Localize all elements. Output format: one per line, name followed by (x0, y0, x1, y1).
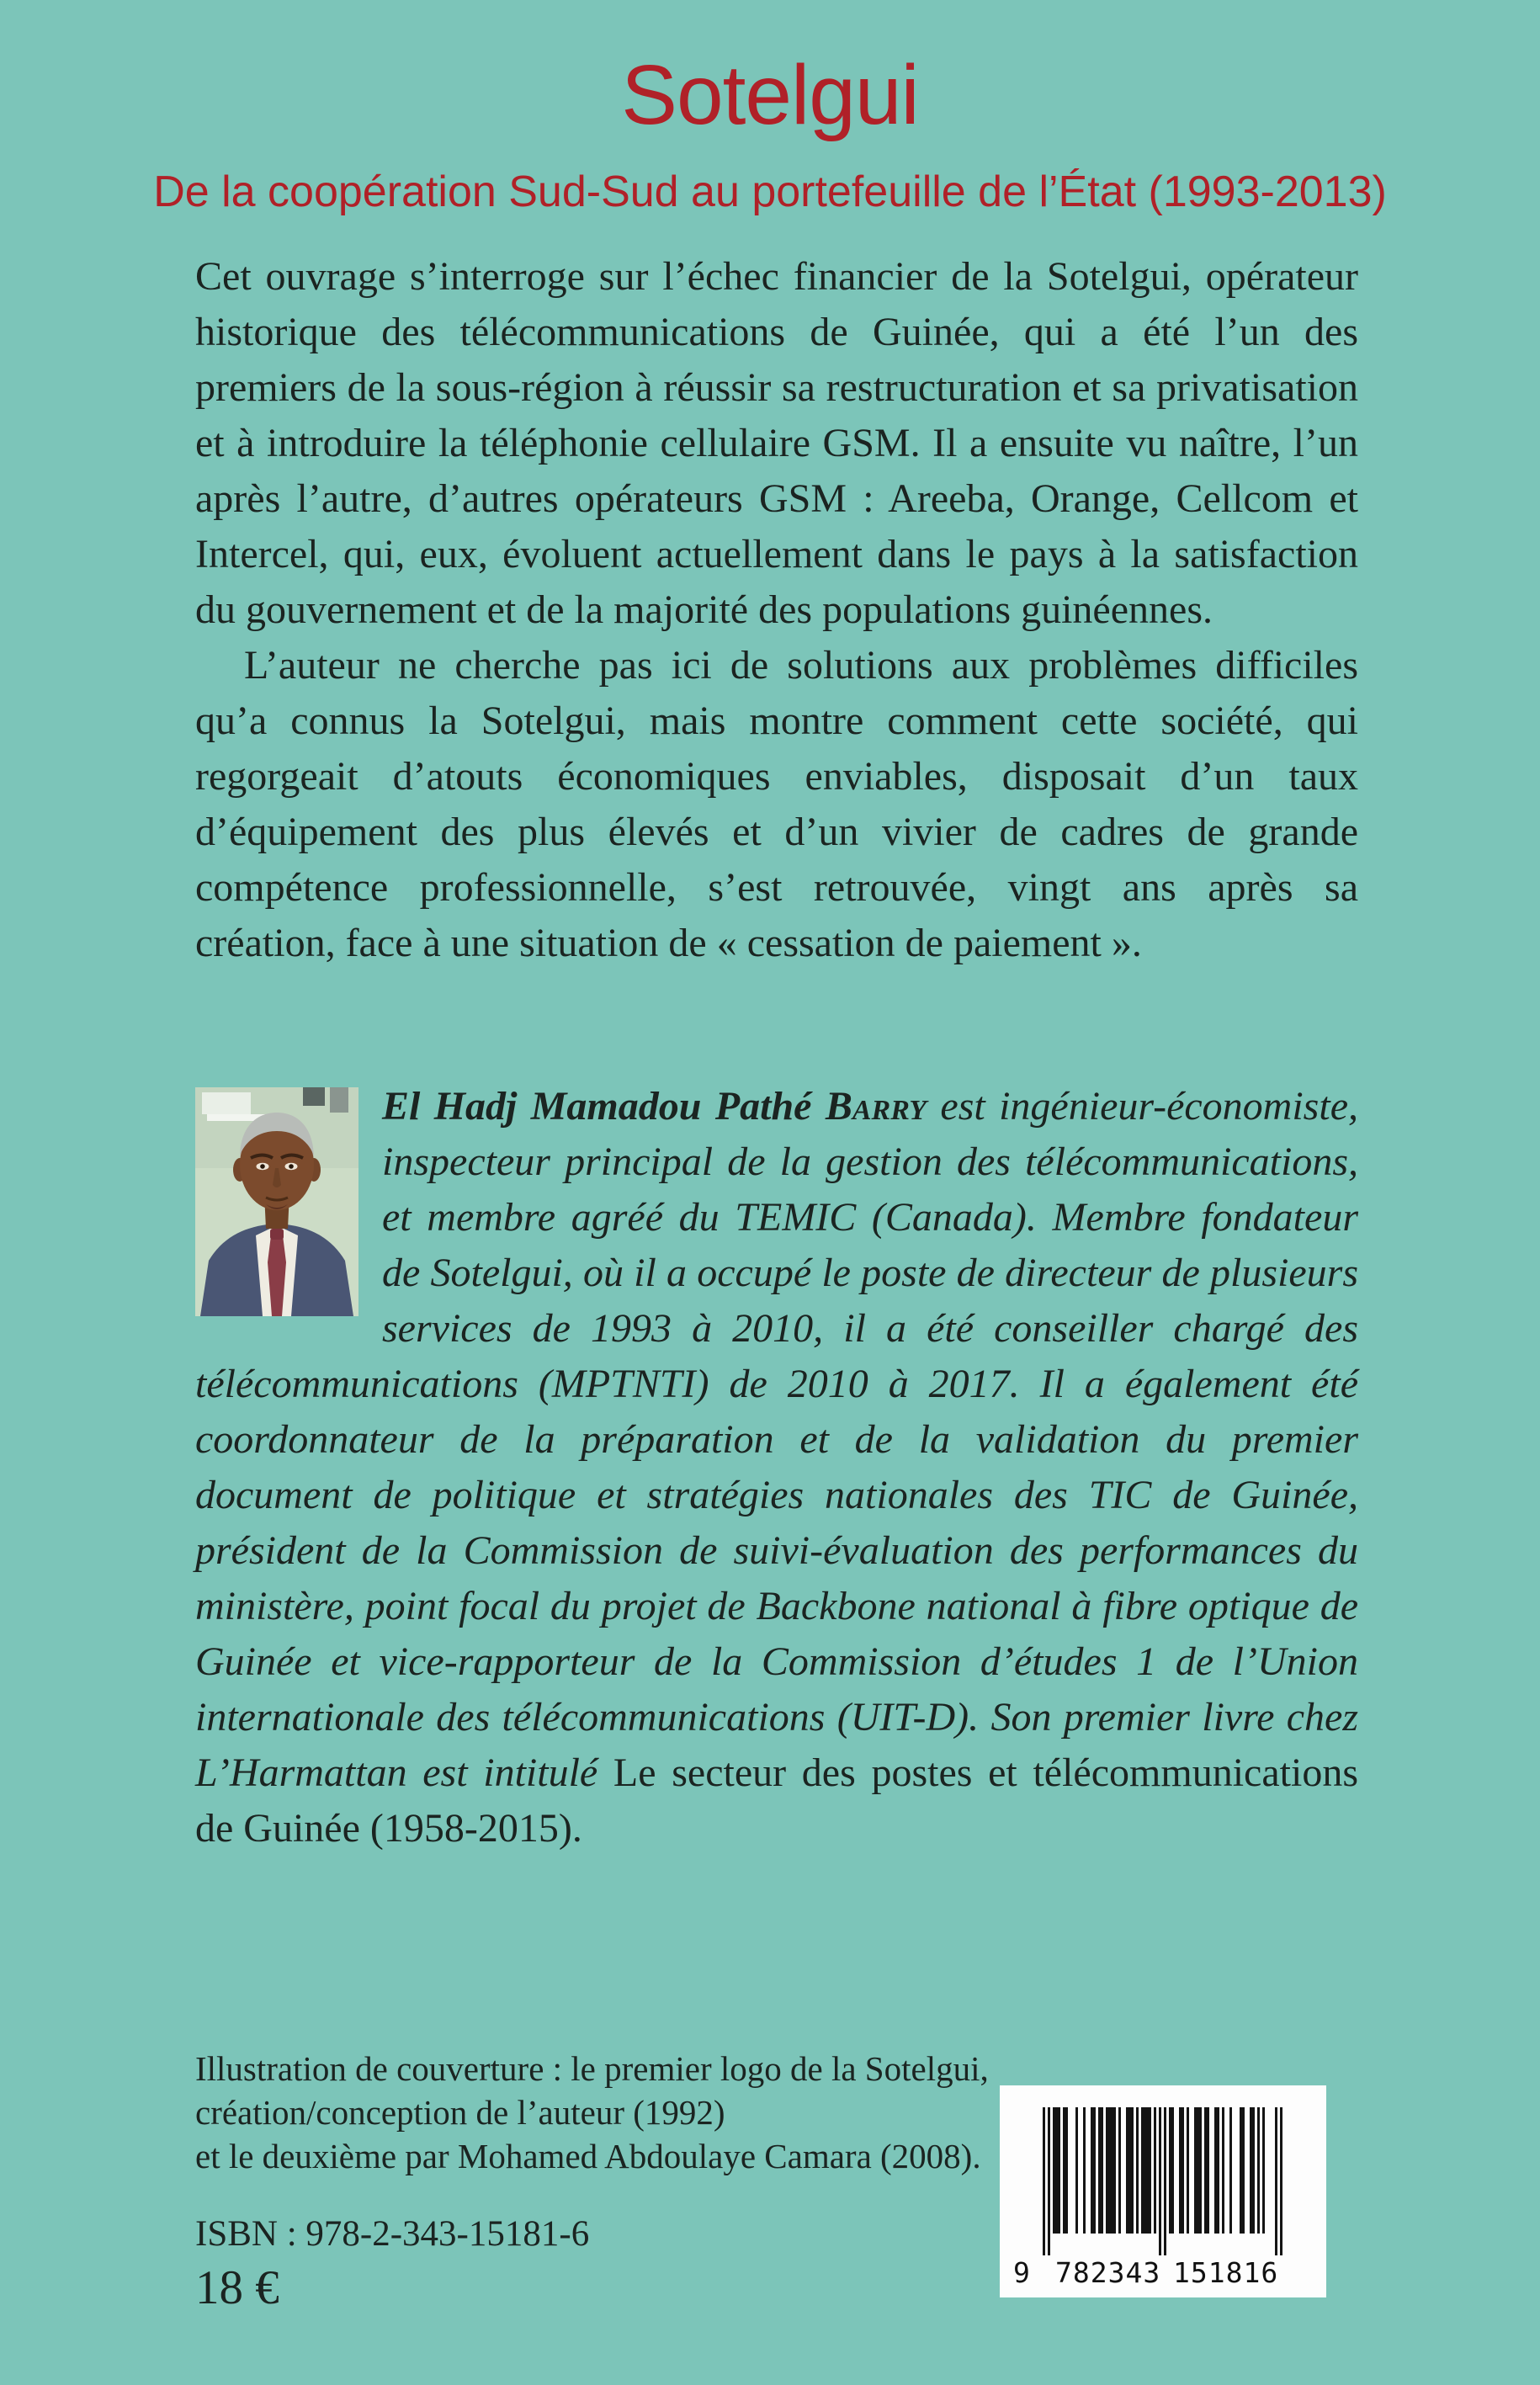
barcode-panel (1000, 2085, 1326, 2297)
credit-line-3: et le deuxième par Mohamed Abdoulaye Camara (2008). (195, 2137, 981, 2175)
author-bio-text: est ingénieur-économiste, inspecteur principal de la gestion des télécommunications, et membre agréé du TEMIC (Canada). Membre fondateur de Sotelgui, où il a occupé le poste de directeur de plusieurs services de 1993 à 2010, il a été conseiller chargé des télécommunications (MPTNTI) de 2010 à 2017. Il a également été coordonnateur de la préparation et de la validation du premier document de politique et stratégies nationales des TIC de Guinée, président de la Commission de suivi-évaluation des performances du ministère, point focal du projet de Backbone national à fibre optique de Guinée et vice-rapporteur de la Commission d’études 1 de l’Union internationale des télécommunications (UIT-D). Son premier livre chez L’Harmattan est intitulé (195, 1084, 1359, 1795)
synopsis-block (195, 249, 1358, 971)
barcode-digits-left: 782343 (1055, 2256, 1161, 2289)
barcode-bars (1043, 2107, 1282, 2260)
isbn-text: ISBN : 978-2-343-15181-6 (195, 2214, 590, 2254)
author-name: El Hadj Mamadou Pathé (382, 1084, 826, 1129)
author-surname: Barry (825, 1084, 927, 1129)
book-title: Sotelgui (621, 48, 919, 142)
author-bio-block (195, 1079, 1358, 1856)
barcode-digit-first: 9 (1013, 2256, 1031, 2289)
author-portrait-photo (195, 1087, 358, 1316)
barcode-digits-right: 151816 (1173, 2256, 1279, 2289)
credit-line-1: Illustration de couverture : le premier logo de la Sotelgui, (195, 2049, 989, 2088)
cover-illustration-credit (195, 2047, 1003, 2178)
price-text: 18 € (195, 2261, 279, 2314)
book-subtitle: De la coopération Sud-Sud au portefeuille de l’État (1993-2013) (153, 167, 1387, 216)
synopsis-paragraph-1: Cet ouvrage s’interroge sur l’échec financier de la Sotelgui, opérateur historique des télécommunications de Guinée, qui a été l’un des premiers de la sous-région à réussir sa restructuration et sa privatisation et à introduire la téléphonie cellulaire GSM. Il a ensuite vu naître, l’un après l’autre, d’autres opérateurs GSM : Areeba, Orange, Cellcom et Intercel, qui, eux, évoluent actuellement dans le pays à la satisfaction du gouvernement et de la majorité des populations guinéennes. (195, 254, 1358, 632)
author-first-book-title: Le secteur des postes et télécommunications de Guinée (1958-2015). (195, 1750, 1358, 1851)
synopsis-paragraph-2: L’auteur ne cherche pas ici de solutions aux problèmes difficiles qu’a connus la Sotelgui, mais montre comment cette société, qui regorgeait d’atouts économiques enviables, disposait d’un taux d’équipement des plus élevés et d’un vivier de cadres de grande compétence professionnelle, s’est retrouvée, vingt ans après sa création, face à une situation de « cessation de paiement ». (195, 643, 1358, 965)
credit-line-2: création/conception de l’auteur (1992) (195, 2093, 725, 2132)
